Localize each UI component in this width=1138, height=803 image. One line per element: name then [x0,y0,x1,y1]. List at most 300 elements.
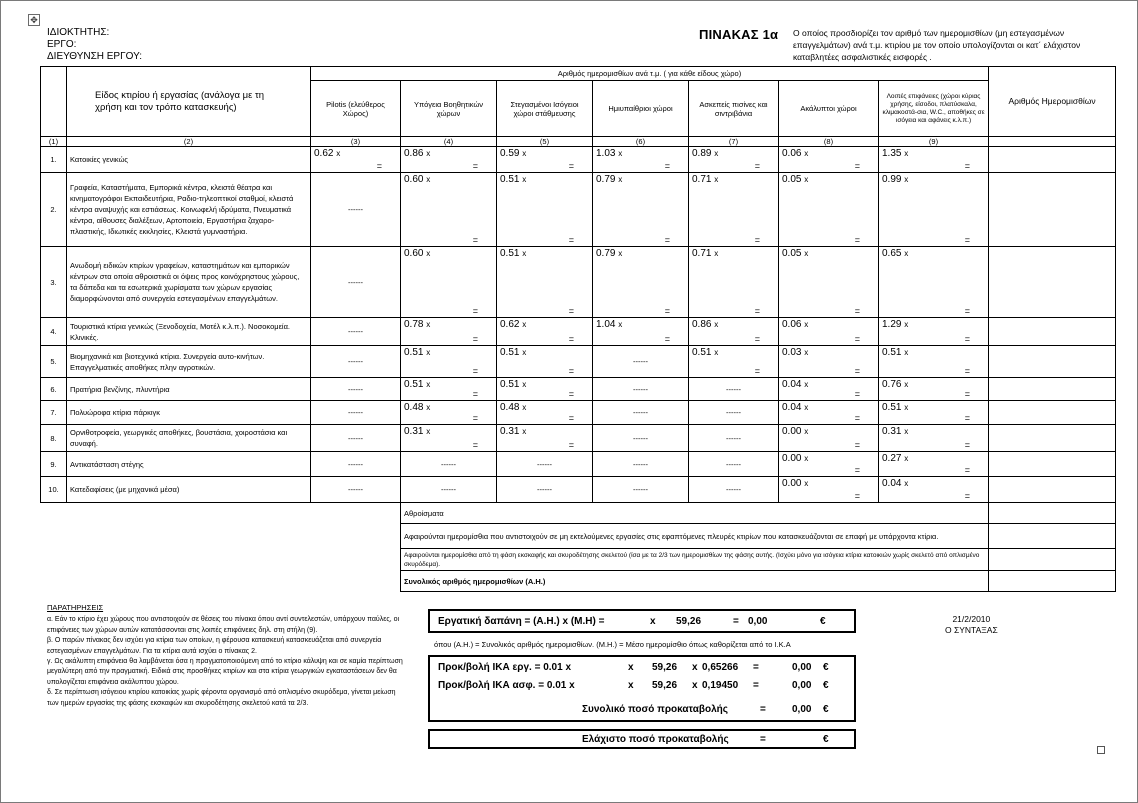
coefficient-value [782,478,808,489]
coefficient-cell [779,318,879,346]
equals-sign: = [664,235,670,245]
signature-block [945,614,998,636]
equals-sign: = [568,413,574,423]
coefficient-value [404,148,430,159]
multiply-sign: x [426,320,431,329]
coefficient-number: 0.51 [404,347,424,358]
coefficient-number: 0.71 [692,174,712,185]
coefficient-value [882,248,908,259]
empty-cell: ------ [311,425,401,452]
sums-row-label: Αθροίσματα [401,503,989,524]
note-item: α. Εάν το κτίριο έχει χώρους που αντιστοιχούν σε θέσεις του πίνακα όπου αντί συντελεστών, υπάρχουν παύλες, οι επιφάνειες των χώρων αυτών κατατάσσονται στις λοιπές επιφάνειες δηλ. στη στήλη (9). [47,616,400,634]
labor-value: 0,00 [748,616,768,627]
empty-cell: ------ [311,318,401,346]
coefficient-value [404,379,430,390]
coefficient-cell [879,247,989,318]
coefficient-cell [779,147,879,173]
table-description: Ο οποίος προσδιορίζει τον αριθμό των ημερομισθίων (μη εστεγασμένων επαγγελμάτων) ανά τ.μ. κτιρίου με τον οποίο υπολογίζονται οι κατ΄ ελάχιστον καταβλητέες ασφαλιστικές εισφορές . [793,28,1081,62]
ika-box [428,655,856,722]
empty-cell: ------ [497,477,593,503]
ika-total-label: Συνολικό ποσό προκαταβολής [582,704,728,715]
coefficient-cell [497,318,593,346]
coefficient-value [692,148,718,159]
equals-sign: = [854,306,860,316]
coefficient-value [404,319,430,330]
ika-insured-rate: 59,26 [652,680,678,691]
coefficient-number: 0.79 [596,174,616,185]
row-number: 8. [41,425,67,452]
empty-cell: ------ [593,425,689,452]
multiply-sign: x [426,403,431,412]
multiply-sign: x [904,403,909,412]
coefficient-value [596,148,622,159]
signature-author: Ο ΣΥΝΤΑΞΑΣ [945,625,998,635]
row-number: 9. [41,452,67,477]
coefficient-number: 0.51 [692,347,712,358]
multiply-sign: x [522,427,527,436]
coefficient-cell [879,425,989,452]
empty-cell: ------ [593,378,689,401]
coefficient-cell [779,401,879,425]
equals-sign: = [568,161,574,171]
multiply-sign: x [804,380,809,389]
coefficient-value [782,453,808,464]
coefficient-number: 0.71 [692,248,712,259]
col-header-parking: Στεγασμένοι Ισόγειοι χώροι στάθμευσης [497,81,593,137]
coefficient-number: 0.31 [882,426,902,437]
ika-insured-currency: € [823,680,829,691]
coefficient-cell [879,378,989,401]
coefficient-value [782,402,808,413]
ika-employer-rate: 59,26 [652,662,678,673]
col-header-basement: Υπόγεια Βοηθητικών χώρων [401,81,497,137]
equals-sign: = [664,334,670,344]
row-description: Κατοικίες γενικώς [67,147,311,173]
coefficient-number: 1.29 [882,319,902,330]
equals-sign: = [472,334,478,344]
workdays-cell [989,346,1116,378]
coefficient-number: 0.48 [404,402,424,413]
coefficient-value [882,174,908,185]
multiply-sign: x [904,149,909,158]
multiply-sign: x [904,479,909,488]
empty-cell: ------ [311,477,401,503]
note-item: β. Ο παρών πίνακας δεν ισχύει για κτίρια των οποίων, η φέρουσα κατασκευή κατασκευάζεται από συνεργεία εστεγασμένων επαγγελμάτων. Για τα κτίρια αυτά ισχύει ο πίνακας 2. [47,637,382,655]
deduction-adjacent-row-label: Αφαιρούνται ημερομίσθια που αντιστοιχούν σε μη εκτελούμενες εργασίες στις εφαπτόμενες πλευρές κτιρίων που κατασκευάζονται σε επαφή με υπάρχοντα κτίρια. [401,524,989,549]
coefficient-value [404,347,430,358]
multiply-sign: x [618,320,623,329]
coefficient-cell [497,378,593,401]
coefficient-number: 0.00 [782,478,802,489]
group-header: Αριθμός ημερομισθίων ανά τ.μ. ( για κάθε είδους χώρο) [311,67,989,81]
header-labels [47,27,142,63]
equals-sign: = [754,306,760,316]
equals-sign: = [964,491,971,501]
multiply-sign: x [522,380,527,389]
coefficient-number: 0.06 [782,148,802,159]
empty-cell: ------ [311,173,401,247]
ika-insured-value: 0,00 [792,680,812,691]
row-description: Τουριστικά κτίρια γενικώς (Ξενοδοχεία, Μοτέλ κ.λ.π.). Νοσοκομεία. Κλινικές. [67,318,311,346]
empty-cell: ------ [311,401,401,425]
empty-cell: ------ [593,346,689,378]
coefficient-cell [593,247,689,318]
row-description: Ορνιθοτροφεία, γεωργικές αποθήκες, βουστάσια, χοιροστάσια και συναφή. [67,425,311,452]
coefficient-value [882,347,908,358]
coefficient-cell [401,247,497,318]
ika-total-currency: € [823,704,829,715]
equals-sign: = [754,366,760,376]
col-number: (6) [593,137,689,147]
table-row [41,147,1116,173]
coefficient-cell [779,452,879,477]
coefficient-number: 0.62 [500,319,520,330]
equals-sign: = [964,235,971,245]
address-label: ΔΙΕΥΘΥΝΣΗ ΕΡΓΟΥ: [47,51,142,62]
coefficient-number: 0.51 [882,402,902,413]
coefficient-cell [497,147,593,173]
labor-currency: € [820,616,826,627]
notes-title: ΠΑΡΑΤΗΡΗΣΕΙΣ [47,603,104,612]
coefficient-value [500,174,526,185]
minimum-currency: € [823,734,829,745]
multiply-sign: x [426,149,431,158]
workdays-table [40,66,1116,592]
multiply-sign: x [618,149,623,158]
equals-sign: = [472,306,478,316]
multiply-sign: x [804,403,809,412]
multiply-sign: x [804,175,809,184]
workdays-cell [989,173,1116,247]
equals-sign: = [472,235,478,245]
row-number: 2. [41,173,67,247]
coefficient-value [500,379,526,390]
coefficient-number: 0.79 [596,248,616,259]
row-number: 1. [41,147,67,173]
coefficient-cell [401,378,497,401]
empty-cell: ------ [593,477,689,503]
coefficient-number: 0.31 [404,426,424,437]
coefficient-cell [689,173,779,247]
coefficient-number: 0.51 [882,347,902,358]
coefficient-number: 0.65 [882,248,902,259]
col-header-pools: Ασκεπείς πισίνες και σιντριβάνια [689,81,779,137]
minimum-eq: = [760,734,766,745]
labor-cost-box [428,609,856,633]
equals-sign: = [472,413,478,423]
workdays-cell [989,503,1116,524]
coefficient-number: 0.05 [782,174,802,185]
multiply-sign: x [804,249,809,258]
col-number: (7) [689,137,779,147]
equals-sign: = [664,161,670,171]
multiply-sign: x [904,249,909,258]
ika-total-eq: = [760,704,766,715]
coefficient-value [882,402,908,413]
ika-insured-label: Προκ/βολή ΙΚΑ ασφ. = 0.01 x [438,680,575,691]
row-description: Γραφεία, Καταστήματα, Εμπορικά κέντρα, κλειστά θέατρα και κινηματογράφοι Εκπαιδευτήρια, Ραδιο-τηλεοπτικοί σταθμοί, κλειστά κέντρα αναψυχής και εστιάσεως. Κοινωφελή ιδρύματα, Πνευματικά κέντρα, αίθουσες διαλέξεων, Αρτοποιεία, Εργαστήρια ζαχαρο-πλαστικής, Ιδιωτικές εκκλησίες, Κλειστά γυμναστήρια. [67,173,311,247]
labor-explanation: όπου (Α.Η.) = Συνολικός αριθμός ημερομισθίων. (Μ.Η.) = Μέσο ημερομίσθιο όπως καθορίζεται από το Ι.Κ.Α [434,640,791,649]
labor-cost-label: Εργατική δαπάνη = (Α.Η.) x (Μ.Η) = [438,616,605,627]
coefficient-number: 0.51 [500,347,520,358]
multiply-sign: x [522,403,527,412]
ika-insured-x1: x [628,680,634,691]
coefficient-value [596,174,622,185]
empty-cell: ------ [401,477,497,503]
equals-sign: = [568,440,574,450]
col-number: (1) [41,137,67,147]
coefficient-number: 0.59 [500,148,520,159]
empty-cell: ------ [311,346,401,378]
equals-sign: = [964,413,971,423]
coefficient-cell [879,346,989,378]
empty-cell: ------ [689,401,779,425]
coefficient-value [782,148,808,159]
coefficient-number: 0.03 [782,347,802,358]
coefficient-number: 0.00 [782,453,802,464]
notes-section [47,603,403,709]
equals-sign: = [854,389,860,399]
coefficient-value [596,248,622,259]
coefficient-number: 0.51 [404,379,424,390]
ika-employer-x1: x [628,662,634,673]
coefficient-value [882,319,908,330]
coefficient-number: 0.60 [404,174,424,185]
multiply-sign: x [522,320,527,329]
last-header: Αριθμός Ημερομισθίων [989,67,1116,137]
coefficient-value [782,379,808,390]
labor-eq: = [733,616,739,627]
coefficient-value [782,426,808,437]
coefficient-cell [311,147,401,173]
ika-insured-eq: = [753,680,759,691]
col-number: (5) [497,137,593,147]
sums-row [41,503,1116,524]
row-description: Πολυώροφα κτίρια πάρκιγκ [67,401,311,425]
multiply-sign: x [904,175,909,184]
labor-rate: 59,26 [676,616,702,627]
workdays-cell [989,452,1116,477]
equals-sign: = [472,161,478,171]
coefficient-number: 0.48 [500,402,520,413]
col-number: (2) [67,137,311,147]
equals-sign: = [964,366,971,376]
row-description: Βιομηχανικά και βιοτεχνικά κτίρια. Συνεργεία αυτο-κινήτων. Επαγγελματικές αποθήκες πλην αγροτικών. [67,346,311,378]
blank-area [41,503,401,592]
coefficient-number: 0.99 [882,174,902,185]
coefficient-value [882,379,908,390]
table-title: ΠΙΝΑΚΑΣ 1α [699,27,779,42]
row-description: Κατεδαφίσεις (με μηχανικά μέσα) [67,477,311,503]
coefficient-value [500,248,526,259]
multiply-sign: x [804,348,809,357]
multiply-sign: x [904,348,909,357]
equals-sign: = [964,334,971,344]
ika-insured-x2: x [692,680,698,691]
coefficient-number: 0.89 [692,148,712,159]
coefficient-value [314,148,340,159]
multiply-sign: x [426,348,431,357]
equals-sign: = [664,306,670,316]
coefficient-cell [689,318,779,346]
col-number: (9) [879,137,989,147]
col-header-open-areas: Ακάλυπτοι χώροι [779,81,879,137]
equals-sign: = [472,440,478,450]
coefficient-cell [779,477,879,503]
ika-insured-factor: 0,19450 [702,680,739,691]
coefficient-number: 0.04 [782,379,802,390]
coefficient-value [692,248,718,259]
coefficient-cell [593,173,689,247]
equals-sign: = [568,235,574,245]
equals-sign: = [376,161,382,171]
col-header-semi-open: Ημιυπαίθριοι χώροι [593,81,689,137]
resize-handle-icon[interactable] [1097,746,1105,754]
coefficient-cell [879,318,989,346]
coefficient-number: 0.60 [404,248,424,259]
empty-cell: ------ [689,477,779,503]
coefficient-value [596,319,622,330]
coefficient-cell [879,401,989,425]
coefficient-cell [689,346,779,378]
empty-cell: ------ [311,247,401,318]
coefficient-number: 0.86 [404,148,424,159]
coefficient-cell [497,173,593,247]
coefficient-value [404,174,430,185]
equals-sign: = [754,161,760,171]
table-row [41,425,1116,452]
col-number: (3) [311,137,401,147]
coefficient-cell [497,401,593,425]
coefficient-value [782,319,808,330]
empty-cell: ------ [311,452,401,477]
coefficient-value [404,248,430,259]
coefficient-cell [401,318,497,346]
coefficient-cell [593,147,689,173]
equals-sign: = [854,465,860,475]
coefficient-number: 0.76 [882,379,902,390]
empty-cell: ------ [689,425,779,452]
move-handle-icon[interactable]: ✥ [28,14,40,26]
multiply-sign: x [522,175,527,184]
table-row [41,247,1116,318]
coefficient-value [782,248,808,259]
coefficient-cell [401,401,497,425]
coefficient-cell [779,425,879,452]
empty-cell: ------ [689,378,779,401]
row-number: 10. [41,477,67,503]
coefficient-cell [689,247,779,318]
multiply-sign: x [618,175,623,184]
col1-header [41,67,67,137]
coefficient-cell [497,346,593,378]
coefficient-value [500,402,526,413]
table-row [41,378,1116,401]
multiply-sign: x [904,380,909,389]
coefficient-cell [497,425,593,452]
column-numbers-row [41,137,1116,147]
workdays-cell [989,247,1116,318]
empty-cell: ------ [689,452,779,477]
equals-sign: = [854,334,860,344]
equals-sign: = [568,389,574,399]
table-row [41,318,1116,346]
equals-sign: = [854,491,860,501]
minimum-advance-box [428,729,856,749]
multiply-sign: x [804,149,809,158]
multiply-sign: x [426,249,431,258]
equals-sign: = [964,465,971,475]
equals-sign: = [854,440,860,450]
multiply-sign: x [804,320,809,329]
col-header-other: Λοιπές επιφάνειες (χώροι κύριας χρήσης, είσοδοι, πλατύσκαλα, κλιμακοστά-σια, W.C., αποθήκες σε ισόγεια και αφάνεις κ.λ.π.) [879,81,989,137]
coefficient-value [882,148,908,159]
multiply-sign: x [714,348,719,357]
coefficient-cell [879,147,989,173]
equals-sign: = [754,334,760,344]
workdays-cell [989,318,1116,346]
multiply-sign: x [904,320,909,329]
coefficient-number: 0.05 [782,248,802,259]
coefficient-value [782,174,808,185]
coefficient-number: 0.51 [500,174,520,185]
multiply-sign: x [904,454,909,463]
ika-employer-label: Προκ/βολή ΙΚΑ εργ. = 0.01 x [438,662,572,673]
coefficient-number: 0.04 [882,478,902,489]
signature-date: 21/2/2010 [952,614,991,624]
table-row [41,401,1116,425]
coefficient-value [500,148,526,159]
total-workdays-row-label: Συνολικός αριθμός ημερομισθίων (Α.Η.) [401,571,989,592]
coefficient-number: 1.35 [882,148,902,159]
col-number: (8) [779,137,879,147]
table-row [41,452,1116,477]
workdays-cell [989,549,1116,571]
multiply-sign: x [804,427,809,436]
ika-employer-factor: 0,65266 [702,662,739,673]
coefficient-value [404,402,430,413]
equals-sign: = [754,235,760,245]
row-number: 3. [41,247,67,318]
ika-employer-currency: € [823,662,829,673]
col2-header: Είδος κτιρίου ή εργασίας (ανάλογα με τη χρήση και τον τρόπο κατασκευής) [67,67,311,137]
multiply-sign: x [804,479,809,488]
minimum-label: Ελάχιστο ποσό προκαταβολής [582,734,729,745]
coefficient-number: 0.06 [782,319,802,330]
multiply-sign: x [714,149,719,158]
coefficient-number: 0.86 [692,319,712,330]
empty-cell: ------ [593,401,689,425]
equals-sign: = [568,366,574,376]
empty-cell: ------ [311,378,401,401]
coefficient-cell [593,318,689,346]
row-number: 4. [41,318,67,346]
multiply-sign: x [336,149,341,158]
coefficient-value [882,478,908,489]
coefficient-cell [401,346,497,378]
workdays-cell [989,378,1116,401]
multiply-sign: x [426,380,431,389]
coefficient-value [500,347,526,358]
coefficient-value [692,174,718,185]
coefficient-cell [779,173,879,247]
empty-cell: ------ [401,452,497,477]
coefficient-cell [779,247,879,318]
coefficient-value [882,453,908,464]
col-number [989,137,1116,147]
multiply-sign: x [426,175,431,184]
multiply-sign: x [522,348,527,357]
